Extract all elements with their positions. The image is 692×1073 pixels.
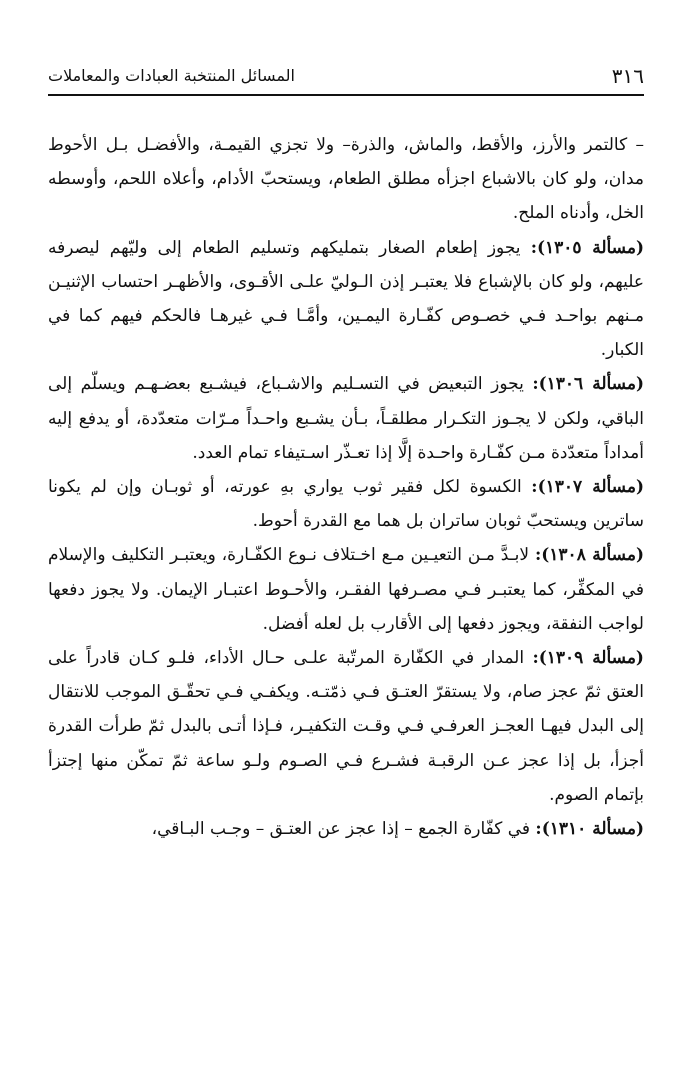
paragraph-intro <box>48 128 644 231</box>
paragraph-text: لابـدَّ مـن التعيـين مـع اخـتلاف نـوع الكفّـارة، ويعتبـر التكليف والإسلام في المكفِّر، كما يعتبـر فـي مصـرفها الفقـر، والأحـوط اعتبـار الإيمان. ولا يجوز دفعها لواجب النفقة، ويجوز دفعها إلى الأقارب بل لعله أفضل. <box>48 545 644 634</box>
body-text <box>48 128 644 846</box>
running-title: المسائل المنتخبة العبادات والمعاملات <box>48 66 295 85</box>
paragraph-text: يجوز التبعيض في التسـليم والاشـباع، فيشـبع بعضـهـم ويسلّم إلى الباقي، ولكن لا يجـوز التكـرار مطلقـاً، بـأن يشـبع واحـداً مـرّات متعدّدة، أو يدفع إليه أمداداً متعدّدة مـن كفّـارة واحـدة إلَّا إذا تعـذّر اسـتيفاء تمام العدد. <box>48 374 644 463</box>
paragraph-text: – كالتمر والأرز، والأقط، والماش، والذرة– ولا تجزي القيمـة، والأفضـل بـل الأحوط مدان، ولو كان بالاشباع اجزأه مطلق الطعام، ويستحبّ الأدام، وأعلاه اللحم، وأوسطه الخل، وأدناه الملح. <box>48 135 644 224</box>
paragraph-issue-1306 <box>48 367 644 470</box>
issue-label: (مسألة ١٣٠٩): <box>532 648 644 669</box>
issue-label: (مسألة ١٣٠٦): <box>532 374 644 395</box>
paragraph-text: الكسوة لكل فقير ثوب يواري بهِ عورته، أو ثوبـان وإن لم يكونا ساترين ويستحبّ ثوبان ساتران بل هما مع القدرة أحوط. <box>48 477 644 532</box>
issue-label: (مسألة ١٣٠٨): <box>534 545 644 566</box>
page-number: ٣١٦ <box>611 64 644 88</box>
paragraph-text: المدار في الكفّارة المرتّبة علـى حـال الأداء، فلـو كـان قادراً على العتق ثمّ عجز صام، ولا يستقرّ العتـق فـي ذمّتـه. ويكفـي فـي تحقّـق الموجب للانتقال إلى البدل فيهـا العجـز العرفـي فـي وقـت التكفيـر، فـإذا أتـى بالبدل ثمّ طرأت القدرة أجزأ، بل إذا عجز عـن الرقبـة فشـرع فـي الصـوم ولـو ساعة ثمّ تمكّن منها إجتزأ بإتمام الصوم. <box>48 648 644 805</box>
paragraph-issue-1310 <box>48 812 644 846</box>
page-header <box>48 60 644 96</box>
paragraph-issue-1307 <box>48 470 644 538</box>
paragraph-text: يجوز إطعام الصغار بتمليكهم وتسليم الطعام إلى وليّهم ليصرفه عليهم، ولو كان بالإشباع فلا يعتبـر إذن الـوليّ علـى الأقـوى، والأظهـر احتساب الإثنيـن مـنهم بواحـد فـي خصـوص كفّـارة اليمـين، وأمَّـا فـي غيرهـا فالحكم فيهم كما في الكبار. <box>48 237 644 361</box>
paragraph-issue-1305 <box>48 231 644 368</box>
paragraph-issue-1308 <box>48 538 644 641</box>
issue-label: (مسألة ١٣٠٧): <box>531 477 644 498</box>
paragraph-issue-1309 <box>48 641 644 812</box>
issue-label: (مسألة ١٣٠٥): <box>530 237 644 258</box>
issue-label: (مسألة ١٣١٠): <box>535 819 644 840</box>
paragraph-text: في كفّارة الجمع – إذا عجز عن العتـق – وجـب البـاقي، <box>151 819 536 840</box>
